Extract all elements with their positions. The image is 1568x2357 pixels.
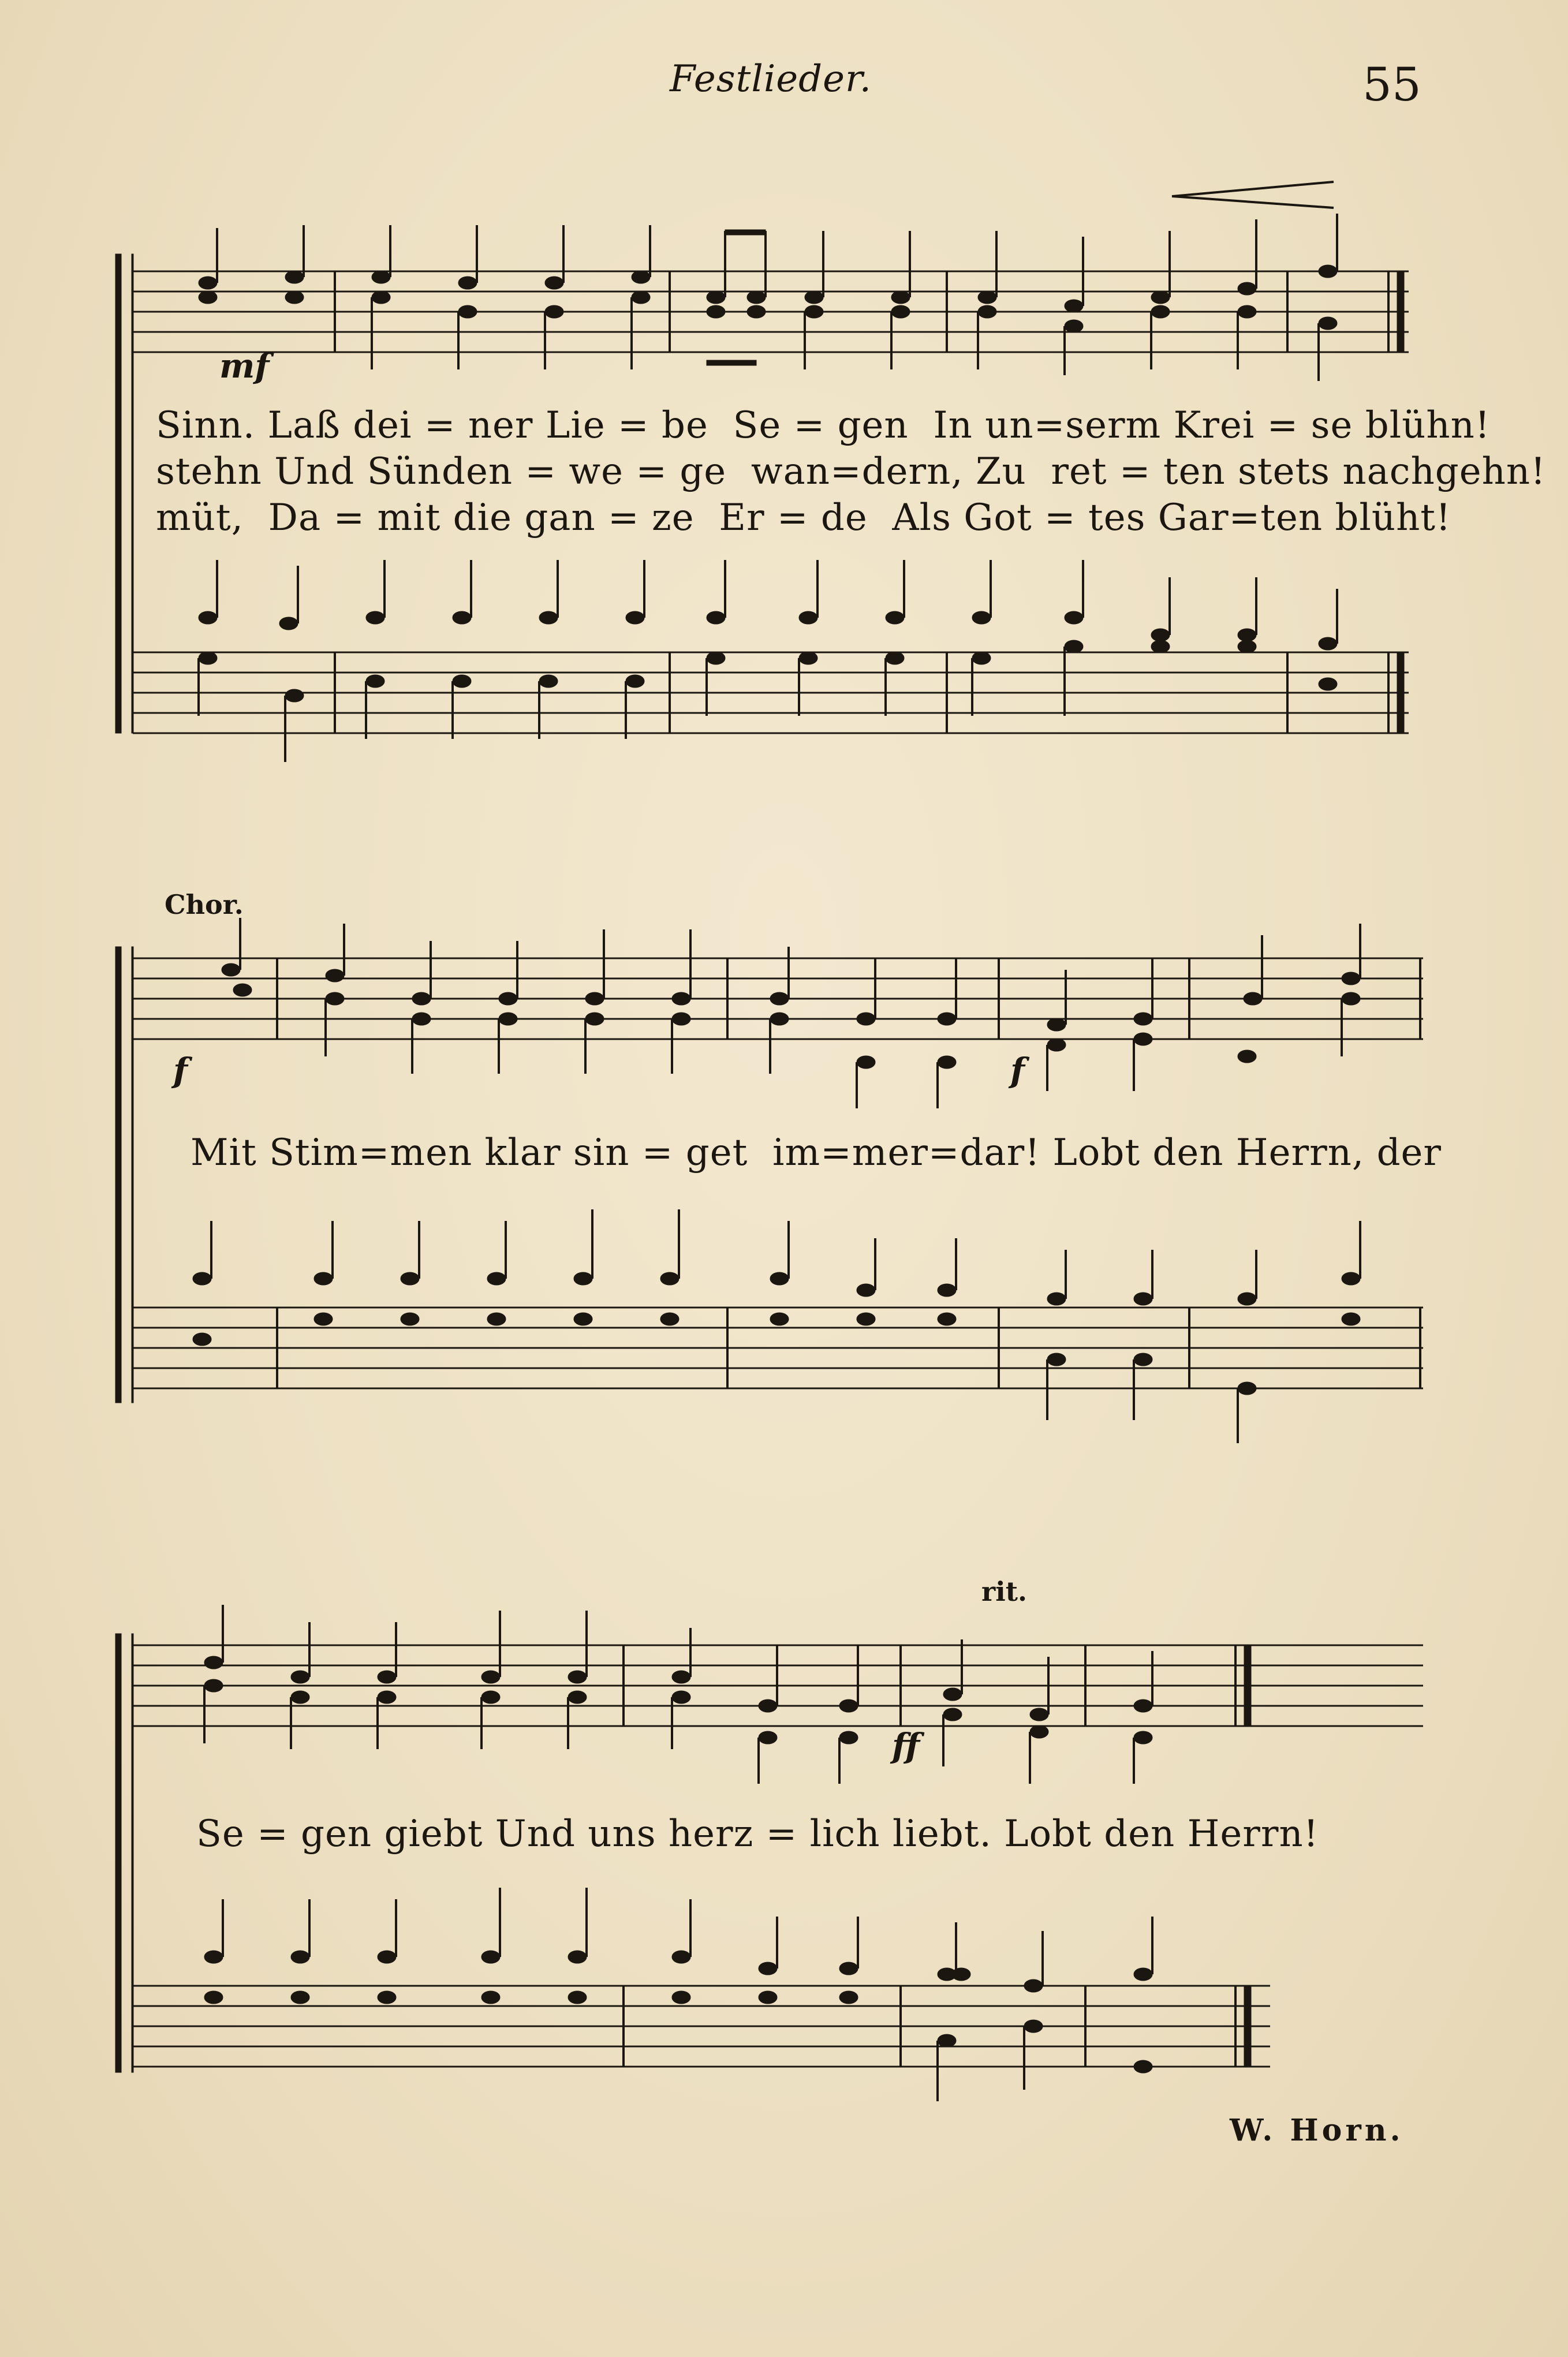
lyric-verse-3: müt, Da = mit die gan = ze Er = de Als Got = tes Gar=ten blüht! [156, 496, 1451, 539]
dynamic-ff: ff [892, 1726, 920, 1765]
lyric-chorus-2: Se = gen giebt Und uns herz = lich liebt. Lobt den Herrn! [196, 1813, 1319, 1855]
dynamic-mf: mf [219, 346, 270, 386]
running-title: Festlieder. [670, 58, 872, 100]
page-number: 55 [1362, 58, 1421, 111]
lyric-verse-2: stehn Und Sünden = we = ge wan=dern, Zu ret = ten stets nachgehn! [156, 450, 1546, 493]
tempo-rit: rit. [981, 1576, 1027, 1607]
composer-credit: W. Horn. [1230, 2113, 1404, 2148]
dynamic-f-2: f [1010, 1051, 1025, 1090]
lyric-chorus-1: Mit Stim=men klar sin = get im=mer=dar! Lobt den Herrn, der [191, 1131, 1442, 1174]
lyric-verse-1: Sinn. Laß dei = ner Lie = be Se = gen In un=serm Krei = se blühn! [156, 404, 1491, 447]
dynamic-f: f [173, 1051, 188, 1090]
section-label-chor: Chor. [165, 889, 244, 920]
